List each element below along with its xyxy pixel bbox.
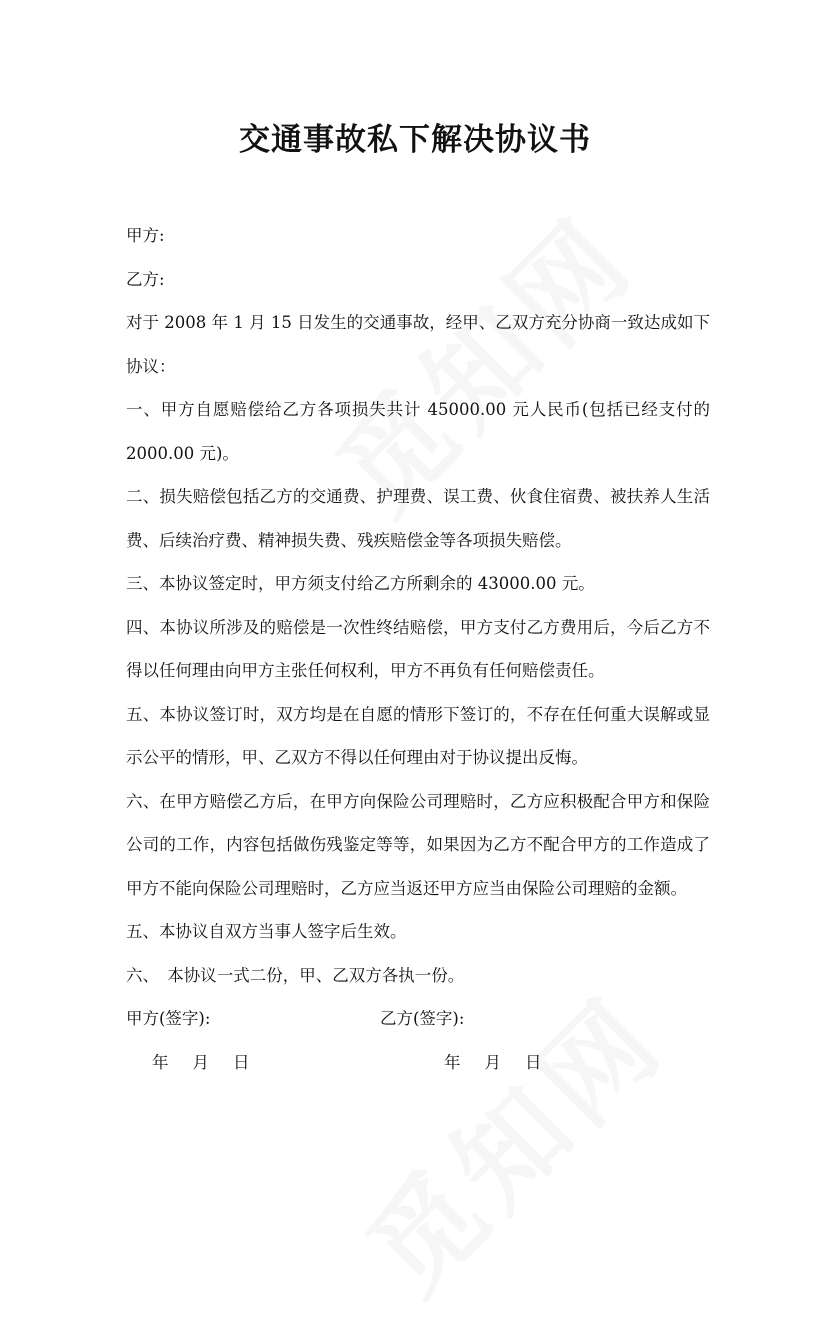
clause-8: 六、 本协议一式二份，甲、乙双方各执一份。	[126, 965, 465, 985]
date-day-label: 日	[233, 1052, 250, 1072]
clause-4: 四、本协议所涉及的赔偿是一次性终结赔偿，甲方支付乙方费用后，今后乙方不得以任何理由向甲方主张任何权利，甲方不再负有任何赔偿责任。	[126, 617, 710, 680]
document-title: 交通事故私下解决协议书	[239, 122, 591, 158]
date-day-label: 日	[525, 1052, 542, 1072]
document-body	[126, 214, 710, 1084]
intro-paragraph: 对于 2008 年 1 月 15 日发生的交通事故，经甲、乙双方充分协商一致达成如下协议：	[126, 313, 710, 376]
signature-party-a: 甲方(签字):	[126, 1009, 211, 1028]
clause-3: 三、本协议签定时，甲方须支付给乙方所剩余的 43000.00 元。	[126, 574, 595, 593]
signature-row	[126, 997, 710, 1041]
party-b-label: 乙方:	[126, 269, 165, 289]
date-year-label: 年	[444, 1052, 461, 1072]
date-row	[126, 1041, 710, 1085]
party-a-label: 甲方:	[126, 226, 165, 245]
date-month-label: 月	[192, 1052, 209, 1072]
date-month-label: 月	[484, 1052, 501, 1072]
date-party-a	[152, 1041, 274, 1085]
date-year-label: 年	[152, 1052, 169, 1072]
signature-party-b: 乙方(签字):	[380, 1009, 465, 1028]
clause-5: 五、本协议签订时，双方均是在自愿的情形下签订的，不存在任何重大误解或显示公平的情形，甲、乙双方不得以任何理由对于协议提出反悔。	[126, 704, 710, 767]
clause-2: 二、损失赔偿包括乙方的交通费、护理费、误工费、伙食住宿费、被扶养人生活费、后续治疗费、精神损失费、残疾赔偿金等各项损失赔偿。	[126, 487, 710, 550]
date-party-b	[444, 1041, 566, 1085]
clause-7: 五、本协议自双方当事人签字后生效。	[126, 922, 407, 941]
clause-1: 一、甲方自愿赔偿给乙方各项损失共计 45000.00 元人民币(包括已经支付的2000.00 元)。	[126, 400, 710, 463]
clause-6: 六、在甲方赔偿乙方后，在甲方向保险公司理赔时，乙方应积极配合甲方和保险公司的工作，内容包括做伤残鉴定等等，如果因为乙方不配合甲方的工作造成了甲方不能向保险公司理赔时，乙方应当返还甲方应当由保险公司理赔的金额。	[126, 791, 710, 898]
